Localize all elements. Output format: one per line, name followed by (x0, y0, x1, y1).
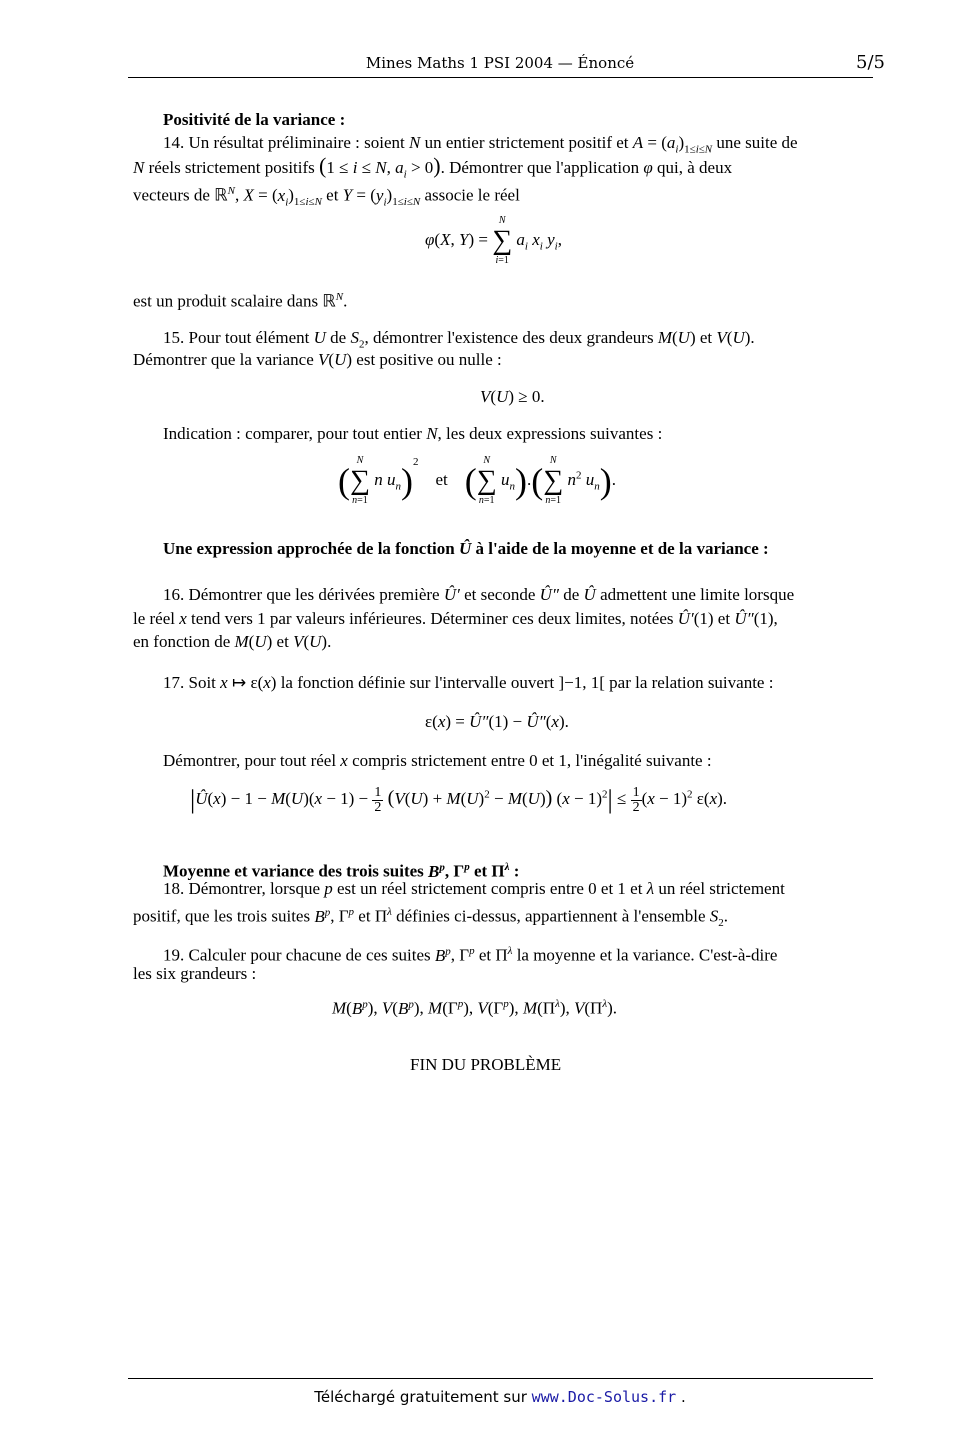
q16-line3: en fonction de M(U) et V(U). (133, 632, 332, 651)
end-of-problem: FIN DU PROBLÈME (410, 1055, 562, 1074)
q17-equation: ε(x) = Û″(1) − Û″(x). (425, 712, 569, 731)
q14-line3: vecteurs de ℝ$^N$, $X = (x_i)_{1\le i\le N}$ et $Y = (y_i)_{1\le i\le N}$ associe le réel (133, 185, 520, 209)
section-title-moyenne: Moyenne et variance des trois suites $B^p$, $\Gamma^p$ et $\Pi^\lambda$ : (163, 861, 520, 881)
q17-line2: Démontrer, pour tout réel x compris strictement entre 0 et 1, l'inégalité suivante : (163, 751, 712, 770)
q15-hint: Indication : comparer, pour tout entier N, les deux expressions suivantes : (163, 424, 663, 443)
q16-line1: 16. Démontrer que les dérivées première Û′ et seconde Û″ de Û admettent une limite lorsque (163, 585, 795, 604)
q17-inequality: |Û(x) − 1 − M(U)(x − 1) − $\frac{1}{2}$ $(V(U) + M(U)^2 - M(U))$ $(x - 1)^2|$ ≤ $\frac{1}{2}$ $(x - 1)^2$ ε(x). (190, 784, 728, 815)
q16-line2: le réel x tend vers 1 par valeurs inférieures. Déterminer ces deux limites, notées Û′(1) et Û″(1), (133, 609, 778, 628)
section-title-positivite: Positivité de la variance : (163, 110, 346, 129)
footer-rule (128, 1378, 873, 1379)
q14-equation: φ(X, Y) = N ∑ i=1 $a_i$ $x_i$ $y_i$, (425, 215, 562, 266)
q14-line1: 14. Un résultat préliminaire : soient N un entier strictement positif et $A = (a_i)_{1\le i\le N}$ une suite de (163, 133, 798, 156)
q19-line2: les six grandeurs : (133, 964, 257, 983)
footer-link[interactable]: www.Doc-Solus.fr (531, 1388, 677, 1406)
page-header-title: Mines Maths 1 PSI 2004 — Énoncé (365, 54, 635, 72)
page-number: 5/5 (856, 52, 885, 73)
q18-line1: 18. Démontrer, lorsque p est un réel strictement compris entre 0 et 1 et λ un réel strictement (163, 879, 785, 898)
q15-line2: Démontrer que la variance V(U) est positive ou nulle : (133, 350, 502, 369)
footer-after: . (680, 1388, 686, 1406)
q19-equation: $M(B^p)$, $V(B^p)$, $M(\Gamma^p)$, $V(\Gamma^p)$, $M(\Pi^\lambda)$, $V(\Pi^\lambda)$. (332, 998, 618, 1018)
header-rule (128, 77, 873, 78)
q14-line2: N réels strictement positifs (1 ≤ i ≤ N, $a_i > 0$). Démontrer que l'application φ qui, à deux (133, 153, 733, 181)
section-title-expression: Une expression approchée de la fonction Û à l'aide de la moyenne et de la variance : (163, 539, 769, 558)
et-word: et (435, 469, 448, 489)
q19-line1: 19. Calculer pour chacune de ces suites $B^p$, $\Gamma^p$ et $\Pi^\lambda$ la moyenne et la variance. C'est-à-dire (163, 945, 778, 965)
footer-text: Téléchargé gratuitement sur (314, 1388, 527, 1406)
q15-expressions: ( N ∑ n=1 n $u_n)^2$ et ( N ∑ n=1 $u_n$).( N ∑ n=1 $n^2$ $u_n$). (338, 455, 616, 506)
q14-line4: est un produit scalaire dans ℝ$^N$. (133, 291, 348, 311)
q15-equation: V(U) ≥ 0. (480, 387, 545, 406)
q15-line1: 15. Pour tout élément U de $S_2$, démontrer l'existence des deux grandeurs M(U) et V(U). (163, 328, 755, 351)
footer (0, 1388, 980, 1406)
q18-line2: positif, que les trois suites $B^p$, $\Gamma^p$ et $\Pi^\lambda$ définies ci-dessus, appartiennent à l'ensemble $S_2$. (133, 906, 729, 930)
q17-line1: 17. Soit x ↦ ε(x) la fonction définie sur l'intervalle ouvert ]−1, 1[ par la relation suivante : (163, 673, 774, 692)
